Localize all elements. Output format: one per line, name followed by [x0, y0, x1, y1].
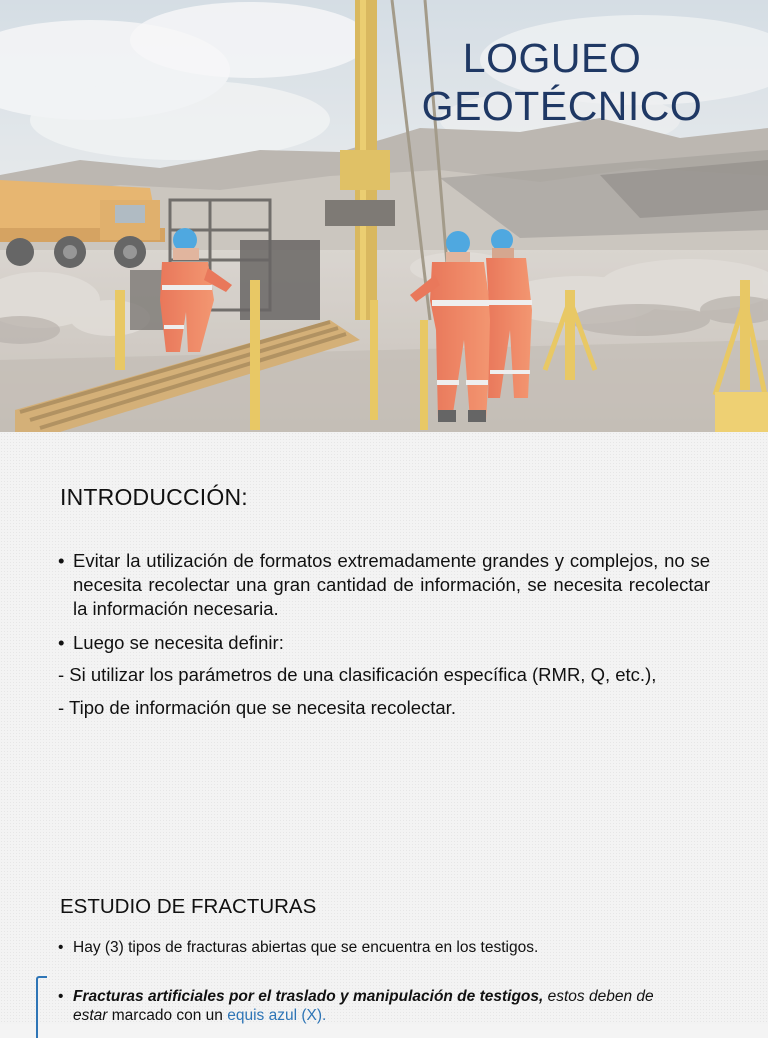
intro-bullet-2-text: Luego se necesita definir: — [73, 632, 284, 653]
bullet-glyph: • — [58, 939, 64, 956]
fracturas-italic-text: estos deben de — [543, 988, 654, 1005]
slide-title — [372, 34, 752, 130]
intro-heading: INTRODUCCIÓN: — [60, 484, 248, 510]
fracturas-bullet-1 — [58, 938, 718, 957]
content-panel — [0, 432, 768, 1024]
fracturas-italic-text-2: estar — [73, 1007, 108, 1024]
fracturas-bullet-2-text — [58, 987, 718, 1025]
hero-photo — [0, 0, 768, 432]
slide-title-line2: GEOTÉCNICO — [421, 83, 703, 129]
bullet-glyph: • — [58, 988, 64, 1005]
bullet-glyph: • — [58, 550, 65, 571]
fracturas-bullet-1-text: Hay (3) tipos de fracturas abiertas que se encuentra en los testigos. — [73, 939, 539, 956]
fracturas-normal-text: marcado con un — [107, 1007, 228, 1024]
fracturas-bullet-2 — [58, 987, 718, 1025]
intro-bullet-1 — [58, 549, 710, 621]
intro-dash-1: - Si utilizar los parámetros de una clasificación específica (RMR, Q, etc.), — [58, 664, 657, 685]
left-bracket — [36, 976, 47, 1038]
intro-bullet-1-text: Evitar la utilización de formatos extremadamente grandes y complejos, no se necesita recolectar una gran cantidad de información, se necesita recolectar la información necesaria. — [73, 550, 710, 619]
fracturas-bold-text: Fracturas artificiales por el traslado y manipulación de testigos, — [73, 988, 544, 1005]
bullet-glyph: • — [58, 632, 65, 653]
fracturas-heading: ESTUDIO DE FRACTURAS — [60, 895, 317, 918]
fracturas-blue-text: equis azul (X). — [227, 1007, 327, 1024]
intro-bullet-2 — [58, 631, 710, 655]
intro-dash-2: - Tipo de información que se necesita recolectar. — [58, 697, 456, 718]
slide-title-line1: LOGUEO — [462, 35, 642, 81]
